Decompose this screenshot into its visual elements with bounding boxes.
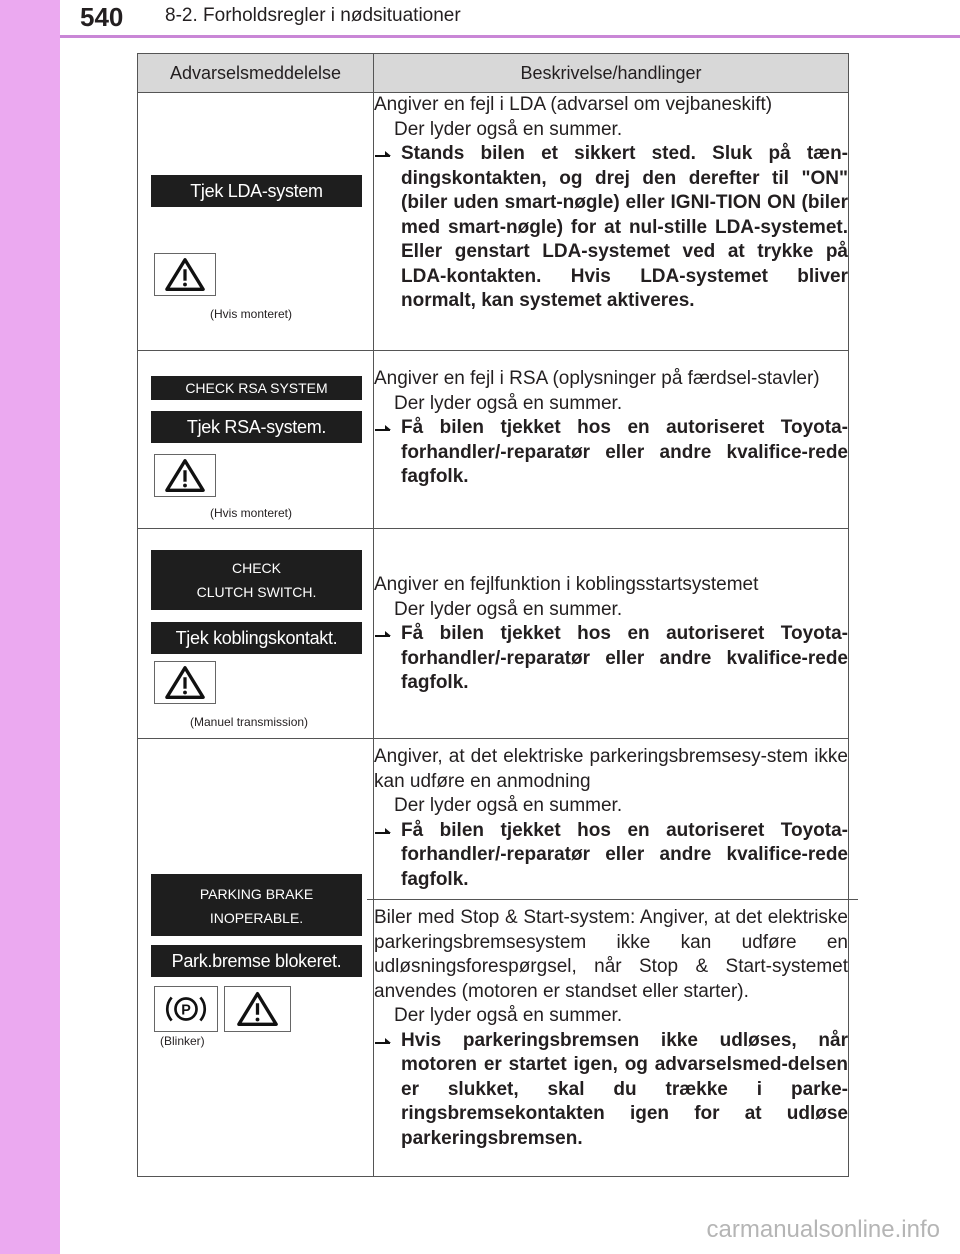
message-display: Park.bremse blokeret.	[151, 945, 362, 977]
message-cell	[138, 529, 374, 739]
svg-text:P: P	[181, 1002, 191, 1019]
fitment-note: (Hvis monteret)	[210, 506, 293, 520]
watermark: carmanualsonline.info	[706, 1216, 940, 1243]
action-text: Hvis parkeringsbremsen ikke udløses, når motoren er startet igen, og advarselsmed-delsen er slukket, skal du trække i parke-ringsbremsekontakten igen for at udløse parkeringsbremsen.	[374, 1029, 848, 1152]
fitment-note: (Hvis monteret)	[210, 307, 293, 321]
blinker-note: (Blinker)	[160, 1034, 205, 1048]
action-text: Få bilen tjekket hos en autoriseret Toyota-forhandler/-reparatør eller andre kvalifice-rede fagfolk.	[374, 622, 848, 696]
warning-table	[137, 53, 849, 1177]
description-cell	[374, 739, 849, 1177]
warning-triangle-icon	[154, 253, 216, 296]
buzzer-note: Der lyder også en summer.	[394, 1005, 623, 1026]
description-cell	[374, 351, 849, 529]
message-display: PARKING BRAKE INOPERABLE.	[151, 874, 362, 936]
action-text: Stands bilen et sikkert sted. Sluk på tæn-dingskontakten, og drej den derefter til "ON" (biler uden smart-nøgle) eller IGNI-TION ON (biler med smart-nøgle) for at nul-stille LDA-systemet. Eller genstart LDA-systemet ved at trykke på LDA-kontakten. Hvis LDA-systemet bliver normalt, kan systemet aktiveres.	[374, 142, 848, 314]
action-arrow-icon	[374, 819, 401, 844]
col-header-message: Advarselsmeddelelse	[138, 54, 374, 93]
description-text: Angiver en fejl i LDA (advarsel om vejbaneskift)	[374, 94, 773, 115]
action-text: Få bilen tjekket hos en autoriseret Toyota-forhandler/-reparatør eller andre kvalifice-rede fagfolk.	[374, 819, 848, 893]
table-row	[138, 93, 849, 351]
description-text: Angiver en fejlfunktion i koblingsstartsystemet	[374, 574, 759, 595]
warning-triangle-icon	[154, 661, 216, 704]
section-title: 8-2. Forholdsregler i nødsituationer	[165, 5, 461, 26]
table-row	[138, 739, 849, 1177]
message-cell	[138, 93, 374, 351]
action-arrow-icon	[374, 416, 401, 441]
parking-brake-p-icon	[154, 986, 218, 1032]
message-display: Tjek LDA-system	[151, 175, 362, 207]
table-row	[138, 529, 849, 739]
col-header-description: Beskrivelse/handlinger	[374, 54, 849, 93]
message-display: CHECK RSA SYSTEM	[151, 376, 362, 400]
row-divider	[367, 899, 858, 900]
side-tab	[0, 0, 60, 1254]
table-row	[138, 351, 849, 529]
message-cell	[138, 351, 374, 529]
header-rule	[60, 35, 960, 38]
action-text: Få bilen tjekket hos en autoriseret Toyota-forhandler/-reparatør eller andre kvalifice-rede fagfolk.	[374, 416, 848, 490]
buzzer-note: Der lyder også en summer.	[394, 598, 623, 620]
message-display: CHECK CLUTCH SWITCH.	[151, 550, 362, 610]
action-arrow-icon	[374, 1029, 401, 1054]
description-text-stop-start: Biler med Stop & Start-system: Angiver, at det elektriske parkeringsbremsesystem ikke kan udføre en udløsningsforespørgsel, når Stop & Start-systemet anvendes (motoren er standset eller starter).	[374, 907, 848, 1002]
buzzer-note: Der lyder også en summer.	[394, 795, 623, 816]
table-header-row	[138, 54, 849, 93]
description-cell	[374, 529, 849, 739]
warning-triangle-icon	[154, 454, 216, 497]
page-number: 540	[80, 2, 124, 32]
buzzer-note: Der lyder også en summer.	[394, 392, 623, 414]
description-cell	[374, 93, 849, 351]
warning-triangle-icon	[224, 986, 291, 1032]
message-cell	[138, 739, 374, 1177]
description-text: Angiver, at det elektriske parkeringsbremsesy-stem ikke kan udføre en anmodning	[374, 746, 848, 792]
message-display: Tjek koblingskontakt.	[151, 622, 362, 654]
action-arrow-icon	[374, 622, 401, 647]
description-text: Angiver en fejl i RSA (oplysninger på færdsel-stavler)	[374, 368, 820, 389]
message-display: Tjek RSA-system.	[151, 411, 362, 443]
fitment-note: (Manuel transmission)	[190, 715, 309, 729]
buzzer-note: Der lyder også en summer.	[394, 118, 623, 140]
action-arrow-icon	[374, 142, 401, 167]
